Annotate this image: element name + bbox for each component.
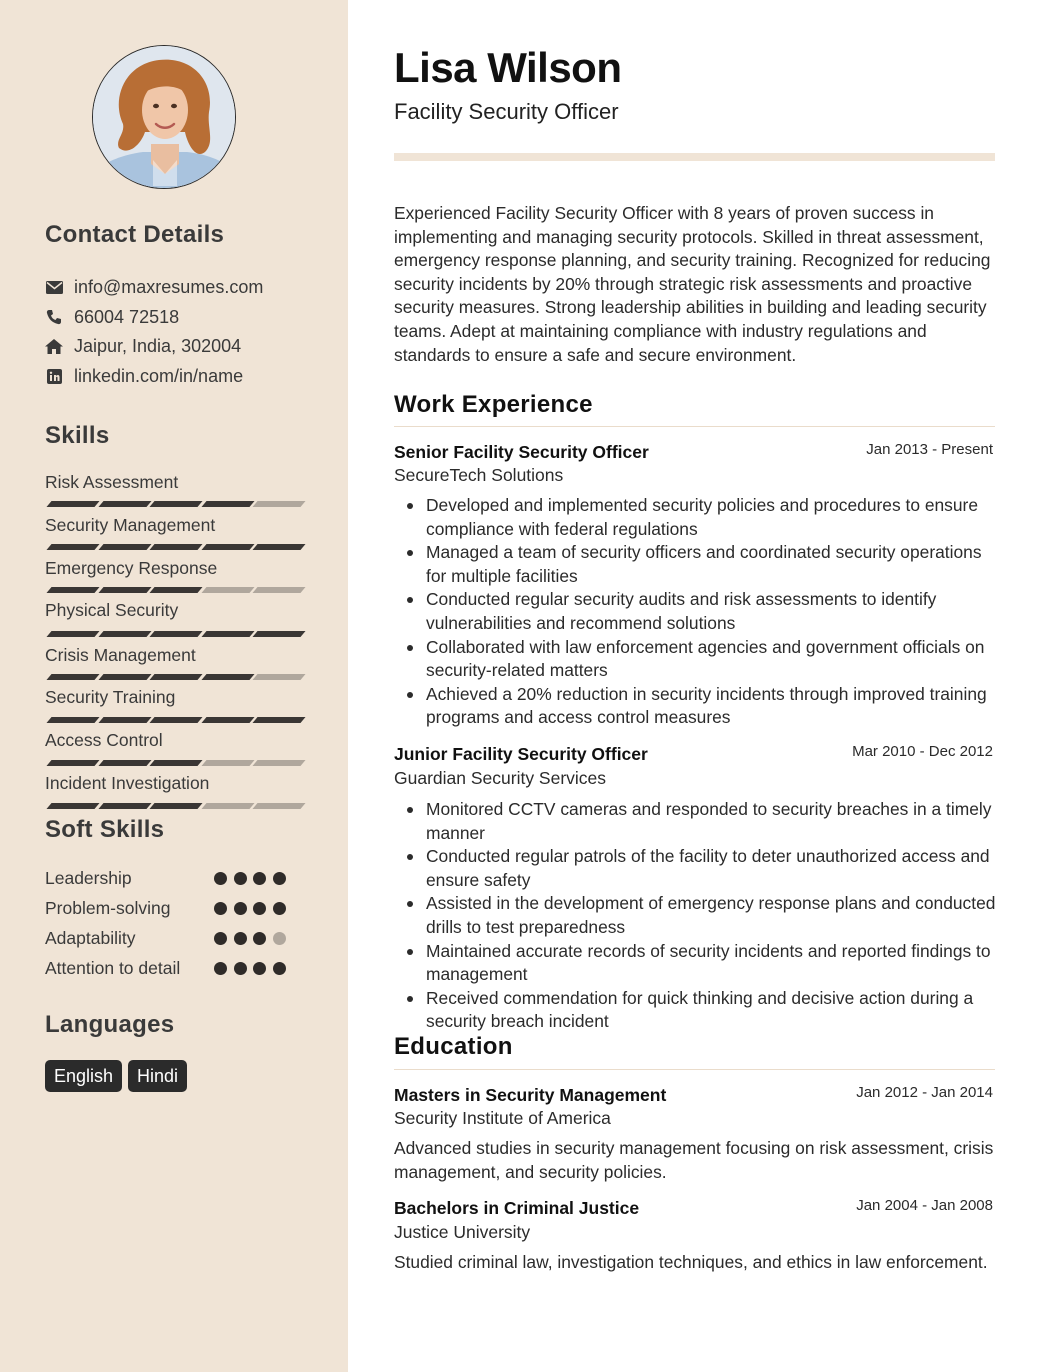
- job-company: SecureTech Solutions: [394, 465, 564, 485]
- education-heading: Education: [394, 1033, 513, 1060]
- soft-skill-label: Adaptability: [45, 928, 136, 948]
- skill-level-segment: [252, 544, 305, 550]
- candidate-name: Lisa Wilson: [394, 44, 622, 91]
- rating-dot: [234, 902, 247, 915]
- skill-level-segment: [46, 674, 99, 680]
- soft-skill-label: Leadership: [45, 868, 132, 888]
- rating-dot: [273, 872, 286, 885]
- skill-level-segment: [201, 717, 254, 723]
- skill-level-bar: [45, 501, 303, 507]
- soft-skill-label: Problem-solving: [45, 898, 171, 918]
- rating-dot: [253, 902, 266, 915]
- list-item: Achieved a 20% reduction in security incidents through improved training programs and access control measures: [426, 683, 996, 730]
- skill-level-segment: [201, 760, 254, 766]
- skill-level-bar: [45, 544, 303, 550]
- candidate-title: Facility Security Officer: [394, 99, 619, 124]
- phone-text: 66004 72518: [74, 306, 180, 327]
- work-experience-heading: Work Experience: [394, 391, 593, 418]
- skill-level-segment: [98, 674, 151, 680]
- skills-heading: Skills: [45, 422, 110, 449]
- skill-level-segment: [201, 674, 254, 680]
- skill-level-segment: [252, 717, 305, 723]
- skill-level-segment: [149, 631, 202, 637]
- rating-dot: [234, 872, 247, 885]
- skill-level-segment: [46, 544, 99, 550]
- degree-dates: Jan 2004 - Jan 2008: [856, 1197, 993, 1214]
- skill-level-segment: [98, 631, 151, 637]
- skill-level-segment: [201, 587, 254, 593]
- skill-level-segment: [252, 674, 305, 680]
- address-text: Jaipur, India, 302004: [74, 335, 242, 356]
- rating-dot: [253, 872, 266, 885]
- skill-level-segment: [46, 803, 99, 809]
- list-item: Monitored CCTV cameras and responded to security breaches in a timely manner: [426, 798, 996, 845]
- job-title: Senior Facility Security Officer: [394, 442, 649, 462]
- skill-level-segment: [201, 803, 254, 809]
- soft-skills-heading: Soft Skills: [45, 816, 165, 843]
- section-divider: [394, 426, 995, 427]
- rating-dot: [214, 932, 227, 945]
- rating-dot: [234, 932, 247, 945]
- skill-level-segment: [98, 544, 151, 550]
- rating-dot: [273, 902, 286, 915]
- sidebar: [0, 0, 348, 1372]
- rating-dot: [273, 962, 286, 975]
- skill-level-segment: [46, 631, 99, 637]
- job-dates: Mar 2010 - Dec 2012: [852, 743, 993, 760]
- job-company: Guardian Security Services: [394, 768, 607, 788]
- header-divider: [394, 153, 995, 161]
- skill-label: Access Control: [45, 730, 163, 750]
- rating-dot: [214, 902, 227, 915]
- skill-label: Security Management: [45, 515, 216, 535]
- skill-level-segment: [149, 803, 202, 809]
- skill-level-segment: [46, 717, 99, 723]
- list-item: Assisted in the development of emergency response plans and conducted drills to test preparedness: [426, 892, 996, 939]
- degree-title: Masters in Security Management: [394, 1085, 667, 1105]
- skill-label: Physical Security: [45, 600, 179, 620]
- skill-level-segment: [98, 717, 151, 723]
- soft-skill-label: Attention to detail: [45, 958, 181, 978]
- skill-label: Security Training: [45, 687, 176, 707]
- job-dates: Jan 2013 - Present: [866, 441, 993, 458]
- job-title: Junior Facility Security Officer: [394, 744, 648, 764]
- linkedin-icon: [45, 367, 63, 385]
- home-icon: [45, 337, 63, 355]
- language-tag-english: English: [45, 1060, 122, 1092]
- skill-level-segment: [149, 717, 202, 723]
- skill-level-segment: [98, 760, 151, 766]
- list-item: Conducted regular patrols of the facility to deter unauthorized access and ensure safety: [426, 845, 996, 892]
- skill-level-segment: [98, 587, 151, 593]
- email-text: info@maxresumes.com: [74, 276, 264, 297]
- skill-level-segment: [201, 631, 254, 637]
- languages-heading: Languages: [45, 1011, 175, 1038]
- skill-level-segment: [149, 674, 202, 680]
- skill-label: Incident Investigation: [45, 773, 210, 793]
- profile-summary: Experienced Facility Security Officer with 8 years of proven success in implementing and managing security protocols. Skilled in threat assessment, emergency response planning, and security training. Recognized for reducing security incidents by 20% through strategic risk assessments and proactive security measures. Strong leadership abilities in building and leading security teams. Adept at maintaining compliance with industry regulations and standards to ensure a safe and secure environment.: [394, 203, 991, 365]
- skill-level-bar: [45, 587, 303, 593]
- envelope-icon: [45, 278, 63, 296]
- section-divider: [394, 1069, 995, 1070]
- skill-level-segment: [98, 803, 151, 809]
- contact-linkedin[interactable]: [45, 364, 243, 388]
- skill-level-segment: [252, 501, 305, 507]
- skill-level-segment: [252, 803, 305, 809]
- skill-level-segment: [46, 760, 99, 766]
- contact-heading: Contact Details: [45, 221, 225, 248]
- skill-level-segment: [149, 587, 202, 593]
- skill-level-bar: [45, 803, 303, 809]
- list-item: Maintained accurate records of security incidents and reported findings to management: [426, 940, 996, 987]
- degree-dates: Jan 2012 - Jan 2014: [856, 1084, 993, 1101]
- profile-photo: [92, 45, 236, 189]
- skill-level-segment: [149, 760, 202, 766]
- list-item: Managed a team of security officers and coordinated security operations for multiple facilities: [426, 541, 996, 588]
- skill-level-bar: [45, 717, 303, 723]
- skill-level-segment: [149, 544, 202, 550]
- degree-title: Bachelors in Criminal Justice: [394, 1198, 640, 1218]
- skill-level-segment: [201, 544, 254, 550]
- skill-level-bar: [45, 631, 303, 637]
- contact-address: [45, 334, 241, 358]
- skill-level-segment: [252, 587, 305, 593]
- rating-dot: [253, 932, 266, 945]
- rating-dot: [253, 962, 266, 975]
- skill-level-bar: [45, 674, 303, 680]
- degree-description: Advanced studies in security management focusing on risk assessment, crisis management, and security policies.: [394, 1138, 994, 1182]
- rating-dot: [234, 962, 247, 975]
- job-bullets: [426, 798, 996, 1034]
- skill-level-bar: [45, 760, 303, 766]
- skill-level-segment: [46, 501, 99, 507]
- list-item: Conducted regular security audits and risk assessments to identify vulnerabilities and recommend solutions: [426, 588, 996, 635]
- rating-dot: [214, 962, 227, 975]
- phone-icon: [45, 308, 63, 326]
- skill-label: Risk Assessment: [45, 472, 179, 492]
- degree-description: Studied criminal law, investigation techniques, and ethics in law enforcement.: [394, 1252, 988, 1272]
- avatar: [93, 46, 236, 189]
- school-name: Security Institute of America: [394, 1108, 611, 1128]
- language-tag-hindi: Hindi: [128, 1060, 187, 1092]
- skill-label: Emergency Response: [45, 558, 218, 578]
- list-item: Developed and implemented security policies and procedures to ensure compliance with federal regulations: [426, 494, 996, 541]
- skill-level-segment: [252, 631, 305, 637]
- rating-dot: [273, 932, 286, 945]
- skill-level-segment: [46, 587, 99, 593]
- contact-email[interactable]: [45, 275, 263, 299]
- list-item: Received commendation for quick thinking and decisive action during a security breach incident: [426, 987, 996, 1034]
- rating-dot: [214, 872, 227, 885]
- skill-level-segment: [252, 760, 305, 766]
- skill-label: Crisis Management: [45, 645, 196, 665]
- skill-level-segment: [98, 501, 151, 507]
- list-item: Collaborated with law enforcement agencies and government officials on security-related matters: [426, 636, 996, 683]
- school-name: Justice University: [394, 1222, 531, 1242]
- skill-level-segment: [149, 501, 202, 507]
- contact-phone[interactable]: [45, 305, 179, 329]
- job-bullets: [426, 494, 996, 730]
- skill-level-segment: [201, 501, 254, 507]
- linkedin-text: linkedin.com/in/name: [74, 365, 244, 386]
